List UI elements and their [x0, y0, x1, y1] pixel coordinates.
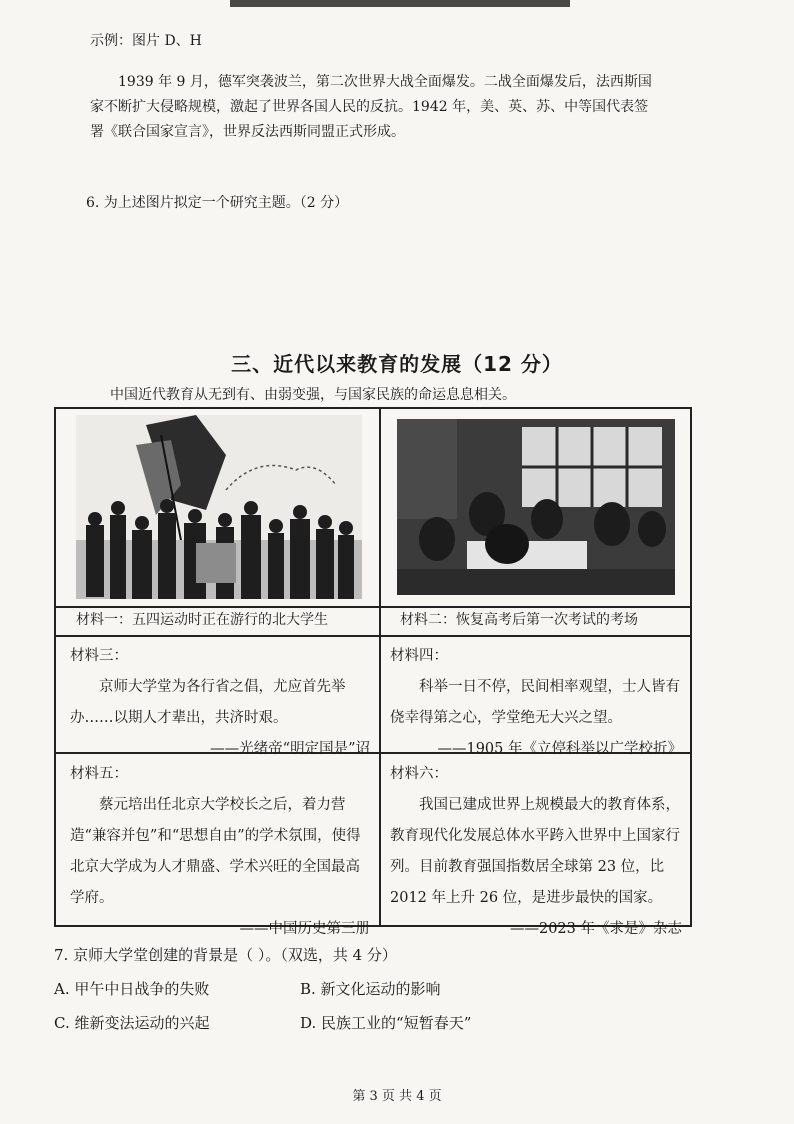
option-a[interactable]: A. 甲午中日战争的失败 — [54, 980, 210, 998]
material-1-caption: 材料一：五四运动时正在游行的北大学生 — [76, 612, 328, 628]
table-divider-2 — [56, 635, 690, 637]
may-fourth-march-image — [76, 415, 362, 599]
material-4-text: 科举一日不停，民间相率观望，士人皆有侥幸得第之心，学堂绝无大兴之望。 — [390, 679, 680, 726]
scan-edge-mark — [230, 0, 570, 7]
materials-table — [54, 407, 692, 937]
material-3-label: 材料三： — [70, 648, 128, 664]
page-footer: 第 3 页 共 4 页 — [352, 1089, 442, 1104]
material-6-source: ——2023 年《求是》杂志 — [509, 921, 682, 937]
material-2-caption: 材料二：恢复高考后第一次考试的考场 — [400, 612, 638, 628]
section-3-intro: 中国近代教育从无到有、由弱变强，与国家民族的命运息息相关。 — [110, 387, 516, 403]
exam-hall-image — [397, 419, 675, 595]
material-3-text: 京师大学堂为各行省之倡，尤应首先举办……以期人才辈出，共济时艰。 — [70, 679, 346, 726]
material-5-source: ——中国历史第三册 — [239, 921, 370, 937]
question-7-stem: 7. 京师大学堂创建的背景是（ ）。（双选，共 4 分） — [54, 946, 397, 964]
example-paragraph-line-2: 家不断扩大侵略规模，激起了世界各国人民的反抗。1942 年，美、英、苏、中等国代表签 — [90, 99, 649, 115]
material-6-label: 材料六： — [390, 766, 448, 782]
material-4 — [390, 641, 682, 765]
example-line: 示例：图片 D、H — [90, 33, 202, 49]
section-3-title: 三、近代以来教育的发展（12 分） — [231, 352, 563, 376]
option-c[interactable]: C. 维新变法运动的兴起 — [54, 1014, 210, 1032]
option-d[interactable]: D. 民族工业的“短暂春天” — [300, 1014, 472, 1032]
material-6-text: 我国已建成世界上规模最大的教育体系，教育现代化发展总体水平跨入世界中上国家行列。目前教育强国指数居全球第 23 位，比 2012 年上升 26 位，是进步最快的国家。 — [390, 797, 680, 906]
material-4-source: ——1905 年《立停科举以广学校折》 — [437, 741, 682, 757]
table-divider-vertical — [379, 409, 381, 925]
question-6: 6. 为上述图片拟定一个研究主题。（2 分） — [86, 195, 349, 211]
example-paragraph-line-1: 1939 年 9 月，德军突袭波兰，第二次世界大战全面爆发。二战全面爆发后，法西斯国 — [118, 74, 652, 90]
example-paragraph-line-3: 署《联合国家宣言》，世界反法西斯同盟正式形成。 — [90, 124, 405, 140]
option-b[interactable]: B. 新文化运动的影响 — [300, 980, 441, 998]
material-5-text: 蔡元培出任北京大学校长之后，着力营造“兼容并包”和“思想自由”的学术氛围，使得北京大学成为人才鼎盛、学术兴旺的全国最高学府。 — [70, 797, 361, 906]
material-6 — [390, 759, 682, 945]
material-4-label: 材料四： — [390, 648, 448, 664]
photo-exam-hall — [397, 419, 675, 595]
material-3-source: ——光绪帝“明定国是”诏 — [210, 741, 370, 757]
material-5 — [70, 759, 370, 945]
material-5-label: 材料五： — [70, 766, 128, 782]
table-divider-1 — [56, 606, 690, 608]
material-3 — [70, 641, 370, 765]
photo-may-fourth-march — [76, 415, 362, 599]
